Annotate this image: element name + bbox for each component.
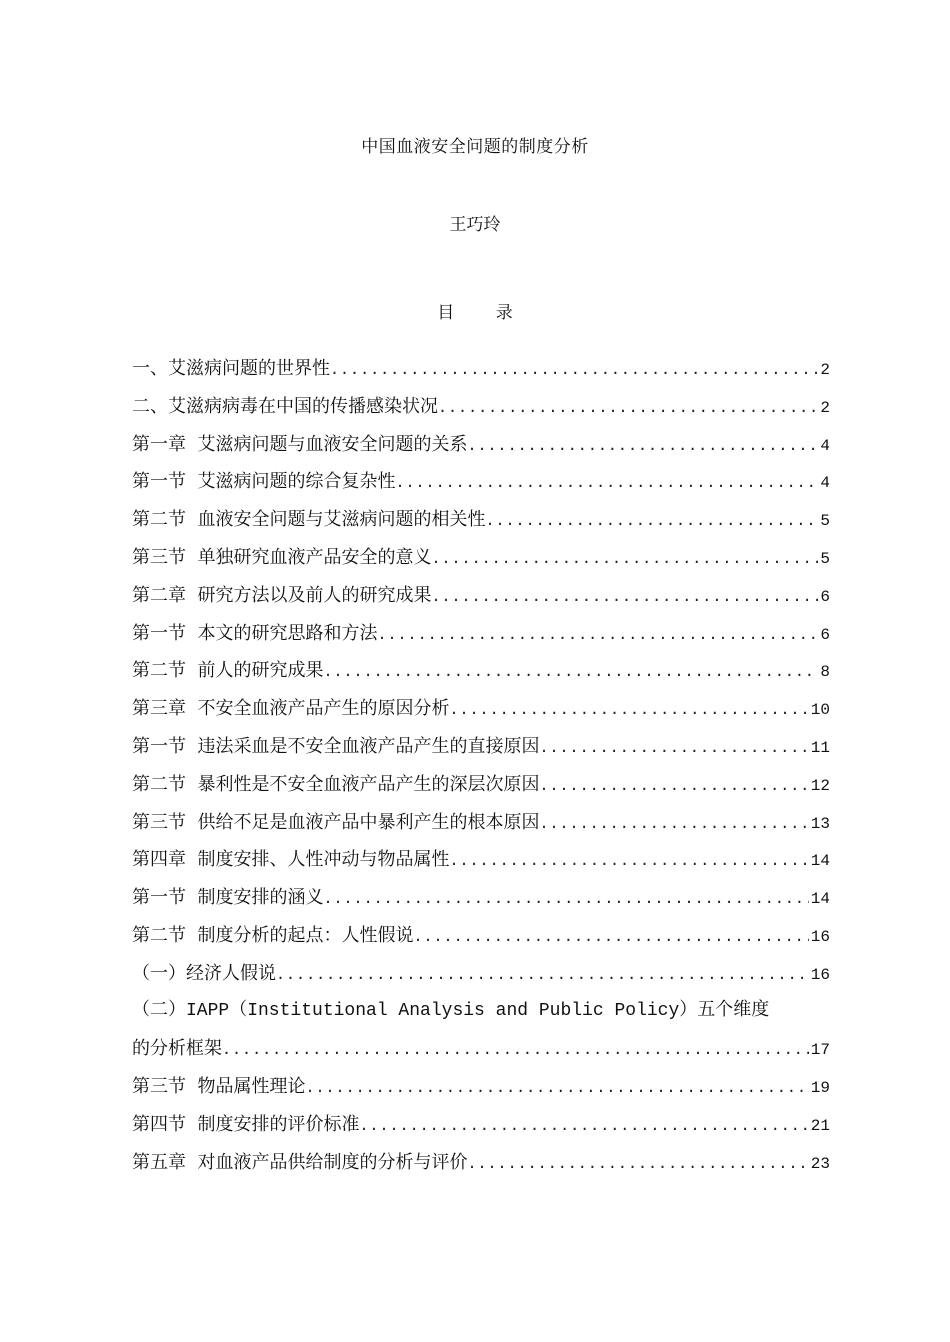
toc-entry-label: 第四节 制度安排的评价标准 <box>132 1113 360 1135</box>
toc-leader-dots <box>539 729 808 766</box>
toc-leader-dots <box>539 767 808 804</box>
toc-entry-label: 第一章 艾滋病问题与血液安全问题的关系 <box>132 433 468 455</box>
toc-entry-label: 第二节 制度分析的起点：人性假说 <box>132 924 414 946</box>
toc-entry[interactable] <box>132 388 830 426</box>
toc-leader-dots <box>323 653 818 690</box>
toc-entry-page: 2 <box>820 398 830 417</box>
toc-entry[interactable] <box>132 917 830 955</box>
toc-entry-label: 第三节 物品属性理论 <box>132 1076 306 1098</box>
toc-entry-page: 2 <box>820 361 830 379</box>
toc-entry[interactable] <box>132 728 830 766</box>
toc-entry-page: 19 <box>810 1079 830 1098</box>
toc-leader-dots <box>449 842 808 879</box>
toc-entry-page: 14 <box>810 890 830 909</box>
toc-entry-page: 16 <box>810 927 830 946</box>
toc-entry-page: 13 <box>810 814 830 833</box>
toc-entry[interactable] <box>132 879 830 917</box>
toc-entry-page: 6 <box>820 625 830 644</box>
document-author: 王巧玲 <box>449 215 501 235</box>
toc-entry-page: 5 <box>820 512 830 531</box>
toc-entry-label: 第三节 单独研究血液产品安全的意义 <box>132 546 432 568</box>
toc-leader-dots <box>431 540 818 577</box>
toc-entry-label: 第一节 艾滋病问题的综合复杂性 <box>132 471 396 493</box>
toc-entry-label: 第一节 违法采血是不安全血液产品产生的直接原因 <box>132 735 540 757</box>
toc-entry-page: 17 <box>810 1041 830 1060</box>
toc-entry[interactable] <box>132 1106 830 1144</box>
toc-entry-label: 二、艾滋病病毒在中国的传播感染状况 <box>132 395 438 417</box>
toc-leader-dots <box>377 616 818 653</box>
toc-entry-label: （一）经济人假说 <box>132 962 276 984</box>
toc-entry[interactable] <box>132 766 830 804</box>
table-of-contents <box>132 350 830 1182</box>
toc-leader-dots <box>395 464 818 501</box>
toc-entry[interactable] <box>132 690 830 728</box>
toc-leader-dots <box>276 956 809 993</box>
toc-leader-dots <box>467 427 818 464</box>
toc-entry[interactable] <box>132 1144 830 1182</box>
toc-entry-label: 一、艾滋病问题的世界性 <box>132 358 330 379</box>
toc-leader-dots <box>222 1031 809 1068</box>
toc-entry-page: 12 <box>810 776 830 795</box>
toc-entry-page: 11 <box>810 738 830 757</box>
toc-entry-page: 4 <box>820 436 830 455</box>
toc-entry[interactable] <box>132 955 830 993</box>
toc-entry-label: 第二节 前人的研究成果 <box>132 660 324 682</box>
toc-entry[interactable] <box>132 463 830 501</box>
toc-entry[interactable] <box>132 615 830 653</box>
toc-entry[interactable] <box>132 841 830 879</box>
toc-entry-label: 第二章 研究方法以及前人的研究成果 <box>132 584 432 606</box>
toc-entry[interactable] <box>132 426 830 464</box>
toc-entry-page: 21 <box>810 1116 830 1135</box>
toc-entry-label: 第二节 暴利性是不安全血液产品产生的深层次原因 <box>132 773 540 795</box>
toc-entry[interactable] <box>132 350 830 388</box>
toc-leader-dots <box>485 502 818 539</box>
toc-entry-label: 第三章 不安全血液产品产生的原因分析 <box>132 698 450 720</box>
toc-entry-page: 14 <box>810 852 830 871</box>
toc-heading: 目 录 <box>437 303 513 323</box>
toc-entry-label: 第一节 本文的研究思路和方法 <box>132 622 378 644</box>
toc-leader-dots <box>539 805 808 842</box>
toc-leader-dots <box>413 918 808 955</box>
toc-entry-label: 第五章 对血液产品供给制度的分析与评价 <box>132 1151 468 1173</box>
toc-entry[interactable] <box>132 577 830 615</box>
toc-entry-wrapped-line[interactable] <box>132 993 830 1031</box>
toc-leader-dots <box>449 691 808 728</box>
toc-entry[interactable] <box>132 539 830 577</box>
toc-leader-dots <box>330 351 818 388</box>
toc-entry-page: 5 <box>820 549 830 568</box>
toc-entry[interactable] <box>132 501 830 539</box>
toc-entry-label: 第三节 供给不足是血液产品中暴利产生的根本原因 <box>132 811 540 833</box>
toc-entry[interactable] <box>132 804 830 842</box>
toc-entry[interactable] <box>132 1030 830 1068</box>
document-title: 中国血液安全问题的制度分析 <box>361 137 589 157</box>
toc-leader-dots <box>467 1145 808 1182</box>
toc-leader-dots <box>359 1107 808 1144</box>
toc-entry-page: 6 <box>820 587 830 606</box>
toc-entry-page: 4 <box>820 474 830 493</box>
toc-leader-dots <box>323 880 808 917</box>
toc-entry-label: 第二节 血液安全问题与艾滋病问题的相关性 <box>132 509 486 531</box>
toc-entry-label: 第一节 制度安排的涵义 <box>132 887 324 909</box>
toc-entry-label: 第四章 制度安排、人性冲动与物品属性 <box>132 849 450 871</box>
toc-leader-dots <box>431 578 818 615</box>
toc-entry-page: 16 <box>810 965 830 984</box>
toc-leader-dots <box>438 389 818 426</box>
toc-entry-page: 23 <box>810 1154 830 1173</box>
toc-entry[interactable] <box>132 1068 830 1106</box>
toc-entry-label: （二）IAPP（Institutional Analysis and Public Policy）五个维度 <box>132 1000 770 1021</box>
toc-entry-page: 10 <box>810 701 830 720</box>
toc-entry[interactable] <box>132 652 830 690</box>
toc-entry-label: 的分析框架 <box>132 1038 222 1060</box>
toc-leader-dots <box>305 1069 808 1106</box>
toc-entry-page: 8 <box>820 663 830 682</box>
